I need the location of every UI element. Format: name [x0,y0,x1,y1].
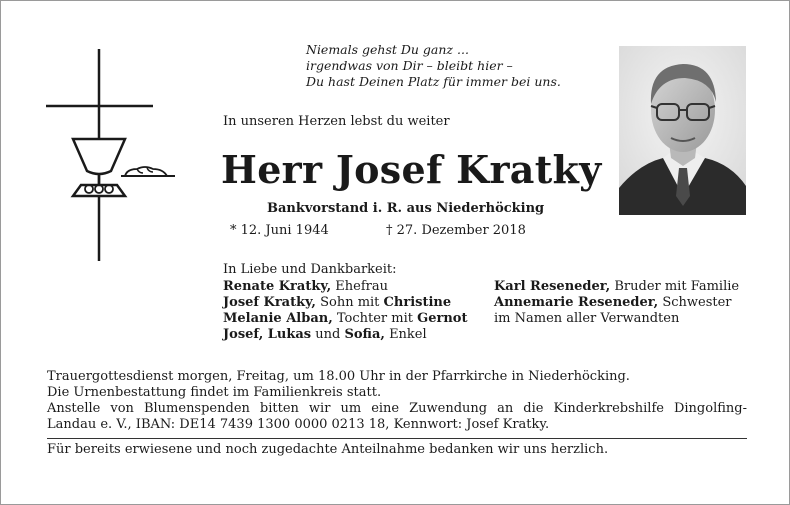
family-relation: und [311,327,345,342]
family-name: Gernot [417,311,468,326]
family-list-right [494,279,739,327]
closing-text: Für bereits erwiesene und noch zugedachte Anteilnahme bedanken wir uns herzlich. [47,442,609,457]
thanks-heading: In Liebe und Dankbarkeit: [223,262,397,277]
notice-line: Anstelle von Blumenspenden bitten wir um eine Zuwendung an die Kinderkrebshilfe Dingolfing- [47,401,747,416]
poem-line: Niemals gehst Du ganz ... [306,42,469,57]
family-name: Sofia, [344,327,385,342]
family-name: Josef Kratky, [223,295,316,310]
notice-line: Die Urnenbestattung findet im Familienkreis statt. [47,385,382,400]
family-relation: Tochter mit [332,311,418,326]
poem-line: irgendwas von Dir – bleibt hier – [306,58,513,73]
family-entry [223,295,467,311]
family-entry [494,279,739,295]
family-entry [223,311,467,327]
cross-chalice-bread-icon [41,45,181,265]
poem [306,42,561,90]
family-relation: im Namen aller Verwandten [494,311,680,326]
family-relation: Ehefrau [331,279,389,294]
poem-line: Du hast Deinen Platz für immer bei uns. [306,74,561,89]
family-relation: Schwester [658,295,732,310]
family-relation: Enkel [384,327,427,342]
family-relation: Bruder mit Familie [610,279,740,294]
family-name: Josef, Lukas [223,327,312,342]
deceased-role: Bankvorstand i. R. aus Niederhöcking [267,201,545,216]
birth-date: * 12. Juni 1944 [230,223,329,238]
deceased-name: Herr Josef Kratky [221,147,602,192]
family-name: Melanie Alban, [223,311,333,326]
divider [47,438,747,439]
family-name: Annemarie Reseneder, [494,295,659,310]
intro-text: In unseren Herzen lebst du weiter [223,114,450,129]
notice-line: Landau e. V., IBAN: DE14 7439 1300 0000 0213 18, Kennwort: Josef Kratky. [47,417,550,432]
portrait-photo [619,46,746,215]
family-list-left [223,279,467,343]
death-date: † 27. Dezember 2018 [386,223,526,238]
notice-line: Trauergottesdienst morgen, Freitag, um 18.00 Uhr in der Pfarrkirche in Niederhöcking. [47,369,630,384]
family-relation: Sohn mit [315,295,384,310]
family-entry [223,327,467,343]
family-entry [223,279,467,295]
family-name: Karl Reseneder, [494,279,611,294]
family-entry [494,295,739,311]
service-notice [47,369,747,433]
family-name: Renate Kratky, [223,279,332,294]
family-name: Christine [383,295,452,310]
family-entry [494,311,739,327]
